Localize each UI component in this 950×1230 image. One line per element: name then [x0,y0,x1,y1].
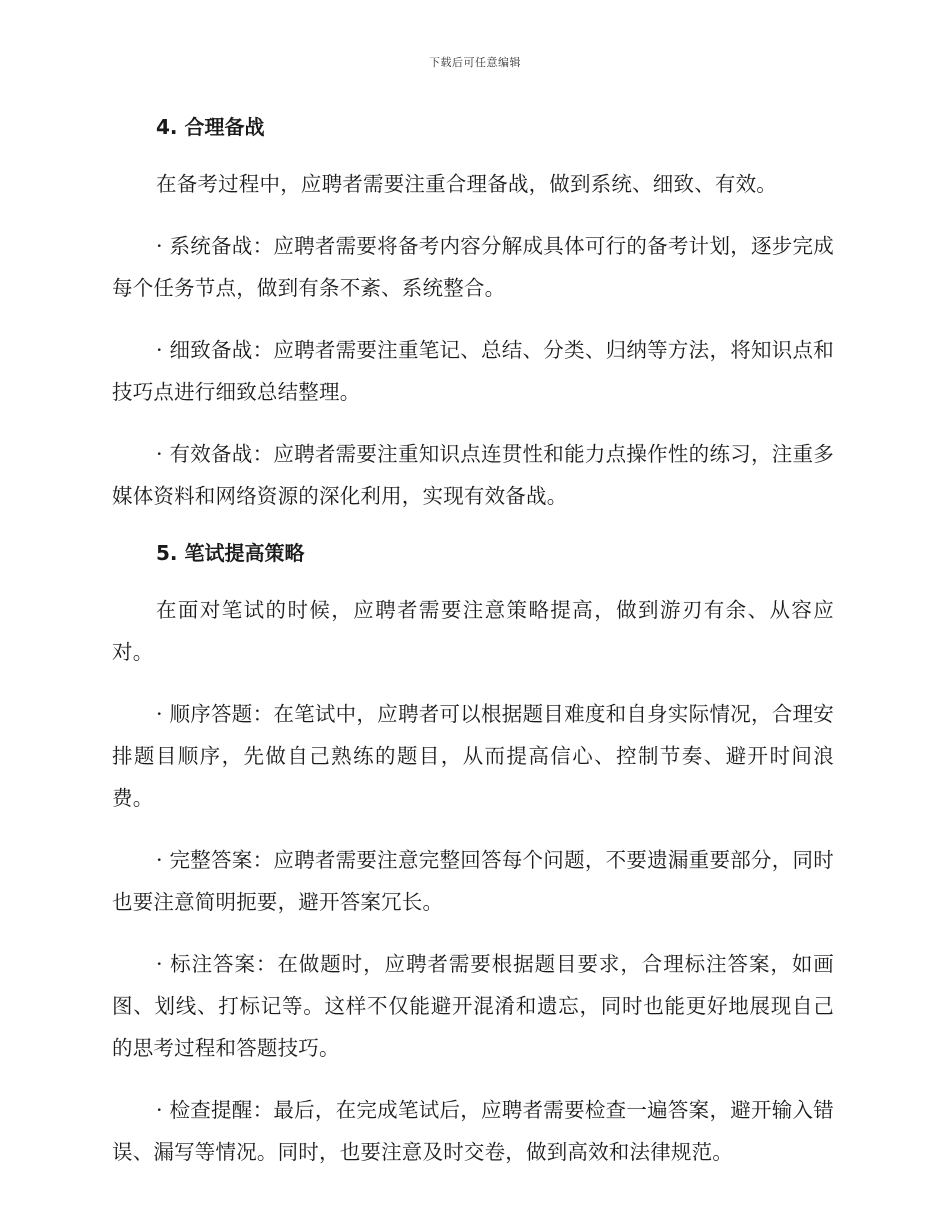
paragraph: · 有效备战：应聘者需要注重知识点连贯性和能力点操作性的练习，注重多媒体资料和网络资源的深化利用，实现有效备战。 [112,442,834,508]
paragraph: · 完整答案：应聘者需要注意完整回答每个问题，不要遗漏重要部分，同时也要注意简明扼要，避开答案冗长。 [112,848,834,914]
paragraph: · 细致备战：应聘者需要注重笔记、总结、分类、归纳等方法，将知识点和技巧点进行细致总结整理。 [112,338,834,404]
section-heading: 4. 合理备战 [156,115,265,139]
paragraph: · 检查提醒：最后，在完成笔试后，应聘者需要检查一遍答案，避开输入错误、漏写等情况。同时，也要注意及时交卷，做到高效和法律规范。 [112,1098,834,1164]
paragraph: · 顺序答题：在笔试中，应聘者可以根据题目难度和自身实际情况，合理安排题目顺序，先做自己熟练的题目，从而提高信心、控制节奏、避开时间浪费。 [112,702,834,810]
paragraph: 在面对笔试的时候，应聘者需要注意策略提高，做到游刃有余、从容应对。 [112,598,834,664]
paragraph: · 标注答案：在做题时，应聘者需要根据题目要求，合理标注答案，如画图、划线、打标记等。这样不仅能避开混淆和遗忘，同时也能更好地展现自己的思考过程和答题技巧。 [112,952,834,1060]
header-note: 下载后可任意编辑 [429,56,521,69]
paragraph: · 系统备战：应聘者需要将备考内容分解成具体可行的备考计划，逐步完成每个任务节点，做到有条不紊、系统整合。 [112,234,834,300]
paragraph: 在备考过程中，应聘者需要注重合理备战，做到系统、细致、有效。 [156,172,777,196]
section-4 [112,111,834,517]
section-heading: 5. 笔试提高策略 [156,541,305,565]
section-5 [112,537,834,1173]
document-body [112,111,834,1193]
